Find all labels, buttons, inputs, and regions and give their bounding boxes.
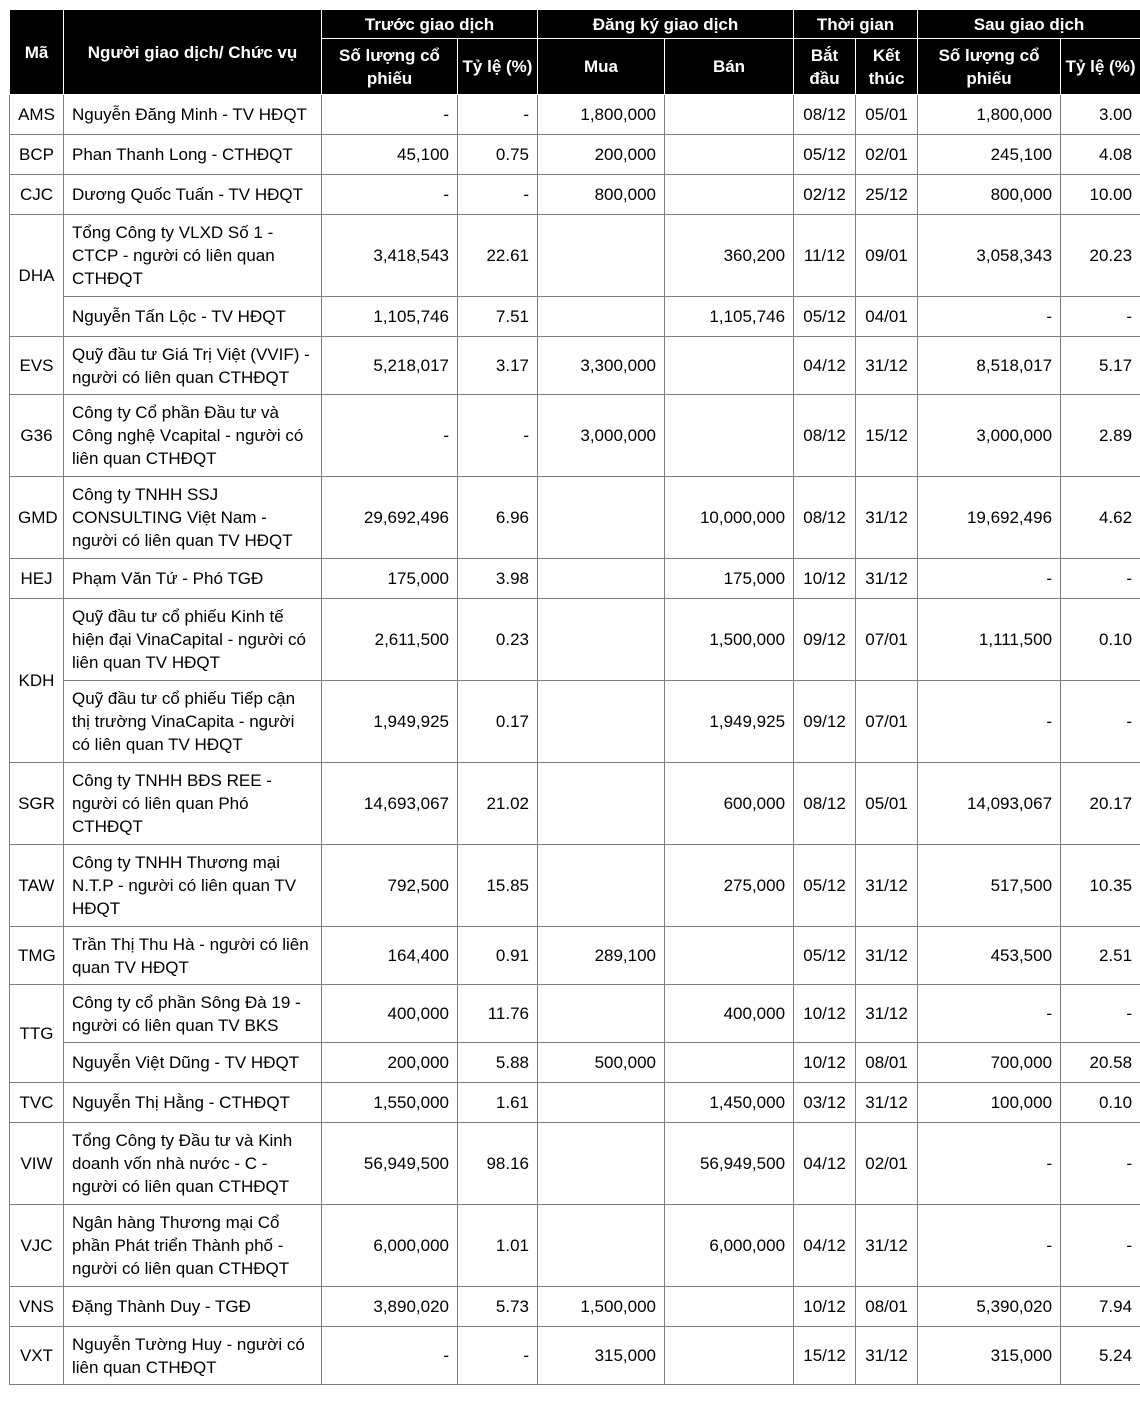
start-date: 09/12 bbox=[794, 599, 856, 681]
sell-qty bbox=[665, 1327, 794, 1385]
buy-qty bbox=[538, 297, 665, 337]
sell-qty bbox=[665, 337, 794, 395]
trader-name: Công ty TNHH SSJ CONSULTING Việt Nam - người có liên quan TV HĐQT bbox=[64, 477, 322, 559]
table-row bbox=[10, 215, 1140, 297]
start-date: 10/12 bbox=[794, 1287, 856, 1327]
trader-name: Công ty TNHH Thương mại N.T.P - người có liên quan TV HĐQT bbox=[64, 845, 322, 927]
sell-qty bbox=[665, 1043, 794, 1083]
end-date: 02/01 bbox=[856, 135, 918, 175]
pct-after: 2.89 bbox=[1061, 395, 1140, 477]
end-date: 04/01 bbox=[856, 297, 918, 337]
table-row bbox=[10, 681, 1140, 763]
table-body bbox=[10, 95, 1140, 1385]
pct-after: - bbox=[1061, 297, 1140, 337]
trader-name: Nguyễn Thị Hằng - CTHĐQT bbox=[64, 1083, 322, 1123]
qty-after: 14,093,067 bbox=[918, 763, 1061, 845]
qty-before: 3,890,020 bbox=[322, 1287, 458, 1327]
qty-before: 200,000 bbox=[322, 1043, 458, 1083]
header-after: Sau giao dịch bbox=[918, 10, 1140, 39]
qty-before: 45,100 bbox=[322, 135, 458, 175]
buy-qty bbox=[538, 845, 665, 927]
buy-qty: 315,000 bbox=[538, 1327, 665, 1385]
qty-after: - bbox=[918, 297, 1061, 337]
sell-qty bbox=[665, 95, 794, 135]
pct-after: 7.94 bbox=[1061, 1287, 1140, 1327]
qty-before: 1,105,746 bbox=[322, 297, 458, 337]
buy-qty bbox=[538, 1205, 665, 1287]
pct-before: 11.76 bbox=[458, 985, 538, 1043]
pct-before: 1.61 bbox=[458, 1083, 538, 1123]
stock-code: VJC bbox=[10, 1205, 64, 1287]
table-row bbox=[10, 95, 1140, 135]
pct-after: 20.58 bbox=[1061, 1043, 1140, 1083]
buy-qty: 800,000 bbox=[538, 175, 665, 215]
header-sell: Bán bbox=[665, 39, 794, 95]
stock-code: KDH bbox=[10, 599, 64, 763]
end-date: 02/01 bbox=[856, 1123, 918, 1205]
qty-before: 175,000 bbox=[322, 559, 458, 599]
pct-before: 3.98 bbox=[458, 559, 538, 599]
start-date: 05/12 bbox=[794, 927, 856, 985]
pct-after: - bbox=[1061, 559, 1140, 599]
qty-before: - bbox=[322, 175, 458, 215]
pct-before: 0.91 bbox=[458, 927, 538, 985]
pct-after: 5.17 bbox=[1061, 337, 1140, 395]
qty-after: 3,000,000 bbox=[918, 395, 1061, 477]
stock-code: HEJ bbox=[10, 559, 64, 599]
qty-before: 1,550,000 bbox=[322, 1083, 458, 1123]
qty-after: 245,100 bbox=[918, 135, 1061, 175]
qty-before: 1,949,925 bbox=[322, 681, 458, 763]
stock-code: VIW bbox=[10, 1123, 64, 1205]
pct-after: 10.35 bbox=[1061, 845, 1140, 927]
qty-before: 6,000,000 bbox=[322, 1205, 458, 1287]
buy-qty bbox=[538, 985, 665, 1043]
stock-code: CJC bbox=[10, 175, 64, 215]
sell-qty bbox=[665, 927, 794, 985]
start-date: 05/12 bbox=[794, 135, 856, 175]
buy-qty bbox=[538, 1083, 665, 1123]
table-header bbox=[10, 10, 1140, 95]
qty-before: - bbox=[322, 395, 458, 477]
table-row bbox=[10, 1287, 1140, 1327]
end-date: 31/12 bbox=[856, 1205, 918, 1287]
pct-after: 5.24 bbox=[1061, 1327, 1140, 1385]
pct-before: - bbox=[458, 395, 538, 477]
sell-qty: 10,000,000 bbox=[665, 477, 794, 559]
stock-code: VNS bbox=[10, 1287, 64, 1327]
table-row bbox=[10, 297, 1140, 337]
qty-after: 315,000 bbox=[918, 1327, 1061, 1385]
qty-after: 5,390,020 bbox=[918, 1287, 1061, 1327]
end-date: 31/12 bbox=[856, 1083, 918, 1123]
buy-qty bbox=[538, 1123, 665, 1205]
qty-after: 800,000 bbox=[918, 175, 1061, 215]
sell-qty: 600,000 bbox=[665, 763, 794, 845]
buy-qty bbox=[538, 681, 665, 763]
end-date: 31/12 bbox=[856, 559, 918, 599]
table-row bbox=[10, 477, 1140, 559]
header-qty-before: Số lượng cổ phiếu bbox=[322, 39, 458, 95]
buy-qty: 500,000 bbox=[538, 1043, 665, 1083]
start-date: 08/12 bbox=[794, 395, 856, 477]
buy-qty bbox=[538, 559, 665, 599]
buy-qty bbox=[538, 215, 665, 297]
stock-code: SGR bbox=[10, 763, 64, 845]
header-start: Bắt đầu bbox=[794, 39, 856, 95]
buy-qty: 1,500,000 bbox=[538, 1287, 665, 1327]
trader-name: Công ty TNHH BĐS REE - người có liên quan Phó CTHĐQT bbox=[64, 763, 322, 845]
qty-after: - bbox=[918, 1123, 1061, 1205]
pct-after: 10.00 bbox=[1061, 175, 1140, 215]
stock-code: BCP bbox=[10, 135, 64, 175]
qty-before: 5,218,017 bbox=[322, 337, 458, 395]
header-end: Kết thúc bbox=[856, 39, 918, 95]
qty-before: 164,400 bbox=[322, 927, 458, 985]
header-registered: Đăng ký giao dịch bbox=[538, 10, 794, 39]
start-date: 05/12 bbox=[794, 845, 856, 927]
qty-after: 8,518,017 bbox=[918, 337, 1061, 395]
sell-qty bbox=[665, 175, 794, 215]
pct-after: 4.08 bbox=[1061, 135, 1140, 175]
pct-before: 5.88 bbox=[458, 1043, 538, 1083]
pct-before: 98.16 bbox=[458, 1123, 538, 1205]
end-date: 07/01 bbox=[856, 681, 918, 763]
table-row bbox=[10, 599, 1140, 681]
pct-before: 1.01 bbox=[458, 1205, 538, 1287]
pct-after: - bbox=[1061, 681, 1140, 763]
header-pct-after: Tỷ lệ (%) bbox=[1061, 39, 1140, 95]
qty-after: 3,058,343 bbox=[918, 215, 1061, 297]
start-date: 10/12 bbox=[794, 559, 856, 599]
qty-after: - bbox=[918, 559, 1061, 599]
end-date: 05/01 bbox=[856, 763, 918, 845]
sell-qty bbox=[665, 395, 794, 477]
trader-name: Tổng Công ty Đầu tư và Kinh doanh vốn nhà nước - C - người có liên quan CTHĐQT bbox=[64, 1123, 322, 1205]
end-date: 31/12 bbox=[856, 985, 918, 1043]
qty-before: 29,692,496 bbox=[322, 477, 458, 559]
qty-after: - bbox=[918, 985, 1061, 1043]
sell-qty: 360,200 bbox=[665, 215, 794, 297]
start-date: 15/12 bbox=[794, 1327, 856, 1385]
table-row bbox=[10, 175, 1140, 215]
buy-qty bbox=[538, 477, 665, 559]
start-date: 11/12 bbox=[794, 215, 856, 297]
qty-after: 100,000 bbox=[918, 1083, 1061, 1123]
qty-before: - bbox=[322, 1327, 458, 1385]
buy-qty: 1,800,000 bbox=[538, 95, 665, 135]
start-date: 08/12 bbox=[794, 95, 856, 135]
table-row bbox=[10, 985, 1140, 1043]
qty-after: 19,692,496 bbox=[918, 477, 1061, 559]
pct-after: - bbox=[1061, 1205, 1140, 1287]
sell-qty: 1,949,925 bbox=[665, 681, 794, 763]
header-pct-before: Tỷ lệ (%) bbox=[458, 39, 538, 95]
end-date: 08/01 bbox=[856, 1043, 918, 1083]
pct-after: - bbox=[1061, 1123, 1140, 1205]
trader-name: Ngân hàng Thương mại Cổ phần Phát triển Thành phố - người có liên quan CTHĐQT bbox=[64, 1205, 322, 1287]
end-date: 31/12 bbox=[856, 337, 918, 395]
trader-name: Nguyễn Tấn Lộc - TV HĐQT bbox=[64, 297, 322, 337]
start-date: 08/12 bbox=[794, 763, 856, 845]
pct-before: 6.96 bbox=[458, 477, 538, 559]
header-time: Thời gian bbox=[794, 10, 918, 39]
pct-before: - bbox=[458, 95, 538, 135]
sell-qty bbox=[665, 135, 794, 175]
trader-name: Công ty Cổ phần Đầu tư và Công nghệ Vcapital - người có liên quan CTHĐQT bbox=[64, 395, 322, 477]
pct-before: 5.73 bbox=[458, 1287, 538, 1327]
stock-code: G36 bbox=[10, 395, 64, 477]
pct-before: 21.02 bbox=[458, 763, 538, 845]
start-date: 05/12 bbox=[794, 297, 856, 337]
sell-qty: 275,000 bbox=[665, 845, 794, 927]
sell-qty: 1,500,000 bbox=[665, 599, 794, 681]
header-person: Người giao dịch/ Chức vụ bbox=[64, 10, 322, 95]
table-row bbox=[10, 337, 1140, 395]
qty-after: - bbox=[918, 681, 1061, 763]
end-date: 31/12 bbox=[856, 927, 918, 985]
qty-before: 3,418,543 bbox=[322, 215, 458, 297]
table-row bbox=[10, 1327, 1140, 1385]
pct-after: 20.23 bbox=[1061, 215, 1140, 297]
header-buy: Mua bbox=[538, 39, 665, 95]
sell-qty: 6,000,000 bbox=[665, 1205, 794, 1287]
buy-qty: 3,300,000 bbox=[538, 337, 665, 395]
header-qty-after: Số lượng cổ phiếu bbox=[918, 39, 1061, 95]
pct-before: 0.75 bbox=[458, 135, 538, 175]
qty-after: 453,500 bbox=[918, 927, 1061, 985]
stock-code: VXT bbox=[10, 1327, 64, 1385]
qty-after: 1,111,500 bbox=[918, 599, 1061, 681]
end-date: 25/12 bbox=[856, 175, 918, 215]
pct-after: 4.62 bbox=[1061, 477, 1140, 559]
qty-before: 400,000 bbox=[322, 985, 458, 1043]
table-row bbox=[10, 395, 1140, 477]
qty-after: 700,000 bbox=[918, 1043, 1061, 1083]
stock-code: AMS bbox=[10, 95, 64, 135]
stock-code: DHA bbox=[10, 215, 64, 337]
trader-name: Phan Thanh Long - CTHĐQT bbox=[64, 135, 322, 175]
end-date: 09/01 bbox=[856, 215, 918, 297]
buy-qty bbox=[538, 763, 665, 845]
qty-before: 56,949,500 bbox=[322, 1123, 458, 1205]
pct-after: - bbox=[1061, 985, 1140, 1043]
qty-after: 1,800,000 bbox=[918, 95, 1061, 135]
start-date: 03/12 bbox=[794, 1083, 856, 1123]
sell-qty bbox=[665, 1287, 794, 1327]
stock-code: GMD bbox=[10, 477, 64, 559]
end-date: 08/01 bbox=[856, 1287, 918, 1327]
table-row bbox=[10, 845, 1140, 927]
trader-name: Quỹ đầu tư cổ phiếu Tiếp cận thị trường VinaCapita - người có liên quan TV HĐQT bbox=[64, 681, 322, 763]
trader-name: Nguyễn Tường Huy - người có liên quan CTHĐQT bbox=[64, 1327, 322, 1385]
pct-before: 3.17 bbox=[458, 337, 538, 395]
stock-code: TVC bbox=[10, 1083, 64, 1123]
buy-qty: 3,000,000 bbox=[538, 395, 665, 477]
stock-code: TTG bbox=[10, 985, 64, 1083]
start-date: 10/12 bbox=[794, 985, 856, 1043]
table-row bbox=[10, 135, 1140, 175]
start-date: 04/12 bbox=[794, 337, 856, 395]
sell-qty: 400,000 bbox=[665, 985, 794, 1043]
pct-after: 2.51 bbox=[1061, 927, 1140, 985]
start-date: 04/12 bbox=[794, 1123, 856, 1205]
end-date: 05/01 bbox=[856, 95, 918, 135]
pct-before: 7.51 bbox=[458, 297, 538, 337]
end-date: 31/12 bbox=[856, 477, 918, 559]
sell-qty: 1,450,000 bbox=[665, 1083, 794, 1123]
pct-after: 0.10 bbox=[1061, 599, 1140, 681]
table-row bbox=[10, 1123, 1140, 1205]
end-date: 31/12 bbox=[856, 1327, 918, 1385]
qty-after: 517,500 bbox=[918, 845, 1061, 927]
stock-code: TMG bbox=[10, 927, 64, 985]
table-row bbox=[10, 763, 1140, 845]
qty-before: 792,500 bbox=[322, 845, 458, 927]
trader-name: Nguyễn Việt Dũng - TV HĐQT bbox=[64, 1043, 322, 1083]
trader-name: Trần Thị Thu Hà - người có liên quan TV HĐQT bbox=[64, 927, 322, 985]
pct-before: 0.23 bbox=[458, 599, 538, 681]
buy-qty: 289,100 bbox=[538, 927, 665, 985]
buy-qty: 200,000 bbox=[538, 135, 665, 175]
table-row bbox=[10, 1205, 1140, 1287]
trader-name: Đặng Thành Duy - TGĐ bbox=[64, 1287, 322, 1327]
start-date: 09/12 bbox=[794, 681, 856, 763]
sell-qty: 56,949,500 bbox=[665, 1123, 794, 1205]
pct-after: 20.17 bbox=[1061, 763, 1140, 845]
trader-name: Quỹ đầu tư Giá Trị Việt (VVIF) - người có liên quan CTHĐQT bbox=[64, 337, 322, 395]
end-date: 15/12 bbox=[856, 395, 918, 477]
trader-name: Quỹ đầu tư cổ phiếu Kinh tế hiện đại VinaCapital - người có liên quan TV HĐQT bbox=[64, 599, 322, 681]
start-date: 08/12 bbox=[794, 477, 856, 559]
pct-after: 3.00 bbox=[1061, 95, 1140, 135]
end-date: 31/12 bbox=[856, 845, 918, 927]
qty-before: 14,693,067 bbox=[322, 763, 458, 845]
qty-before: - bbox=[322, 95, 458, 135]
trader-name: Công ty cổ phần Sông Đà 19 - người có liên quan TV BKS bbox=[64, 985, 322, 1043]
qty-after: - bbox=[918, 1205, 1061, 1287]
insider-trading-table bbox=[9, 9, 1140, 1385]
sell-qty: 1,105,746 bbox=[665, 297, 794, 337]
stock-code: TAW bbox=[10, 845, 64, 927]
pct-before: - bbox=[458, 175, 538, 215]
trader-name: Nguyễn Đăng Minh - TV HĐQT bbox=[64, 95, 322, 135]
table-row bbox=[10, 927, 1140, 985]
pct-after: 0.10 bbox=[1061, 1083, 1140, 1123]
header-code: Mã bbox=[10, 10, 64, 95]
pct-before: - bbox=[458, 1327, 538, 1385]
start-date: 04/12 bbox=[794, 1205, 856, 1287]
stock-code: EVS bbox=[10, 337, 64, 395]
sell-qty: 175,000 bbox=[665, 559, 794, 599]
trader-name: Dương Quốc Tuấn - TV HĐQT bbox=[64, 175, 322, 215]
table-row bbox=[10, 1083, 1140, 1123]
qty-before: 2,611,500 bbox=[322, 599, 458, 681]
start-date: 10/12 bbox=[794, 1043, 856, 1083]
buy-qty bbox=[538, 599, 665, 681]
trader-name: Phạm Văn Tứ - Phó TGĐ bbox=[64, 559, 322, 599]
trader-name: Tổng Công ty VLXD Số 1 - CTCP - người có liên quan CTHĐQT bbox=[64, 215, 322, 297]
table-row bbox=[10, 1043, 1140, 1083]
start-date: 02/12 bbox=[794, 175, 856, 215]
end-date: 07/01 bbox=[856, 599, 918, 681]
header-before: Trước giao dịch bbox=[322, 10, 538, 39]
pct-before: 0.17 bbox=[458, 681, 538, 763]
table-row bbox=[10, 559, 1140, 599]
pct-before: 15.85 bbox=[458, 845, 538, 927]
pct-before: 22.61 bbox=[458, 215, 538, 297]
